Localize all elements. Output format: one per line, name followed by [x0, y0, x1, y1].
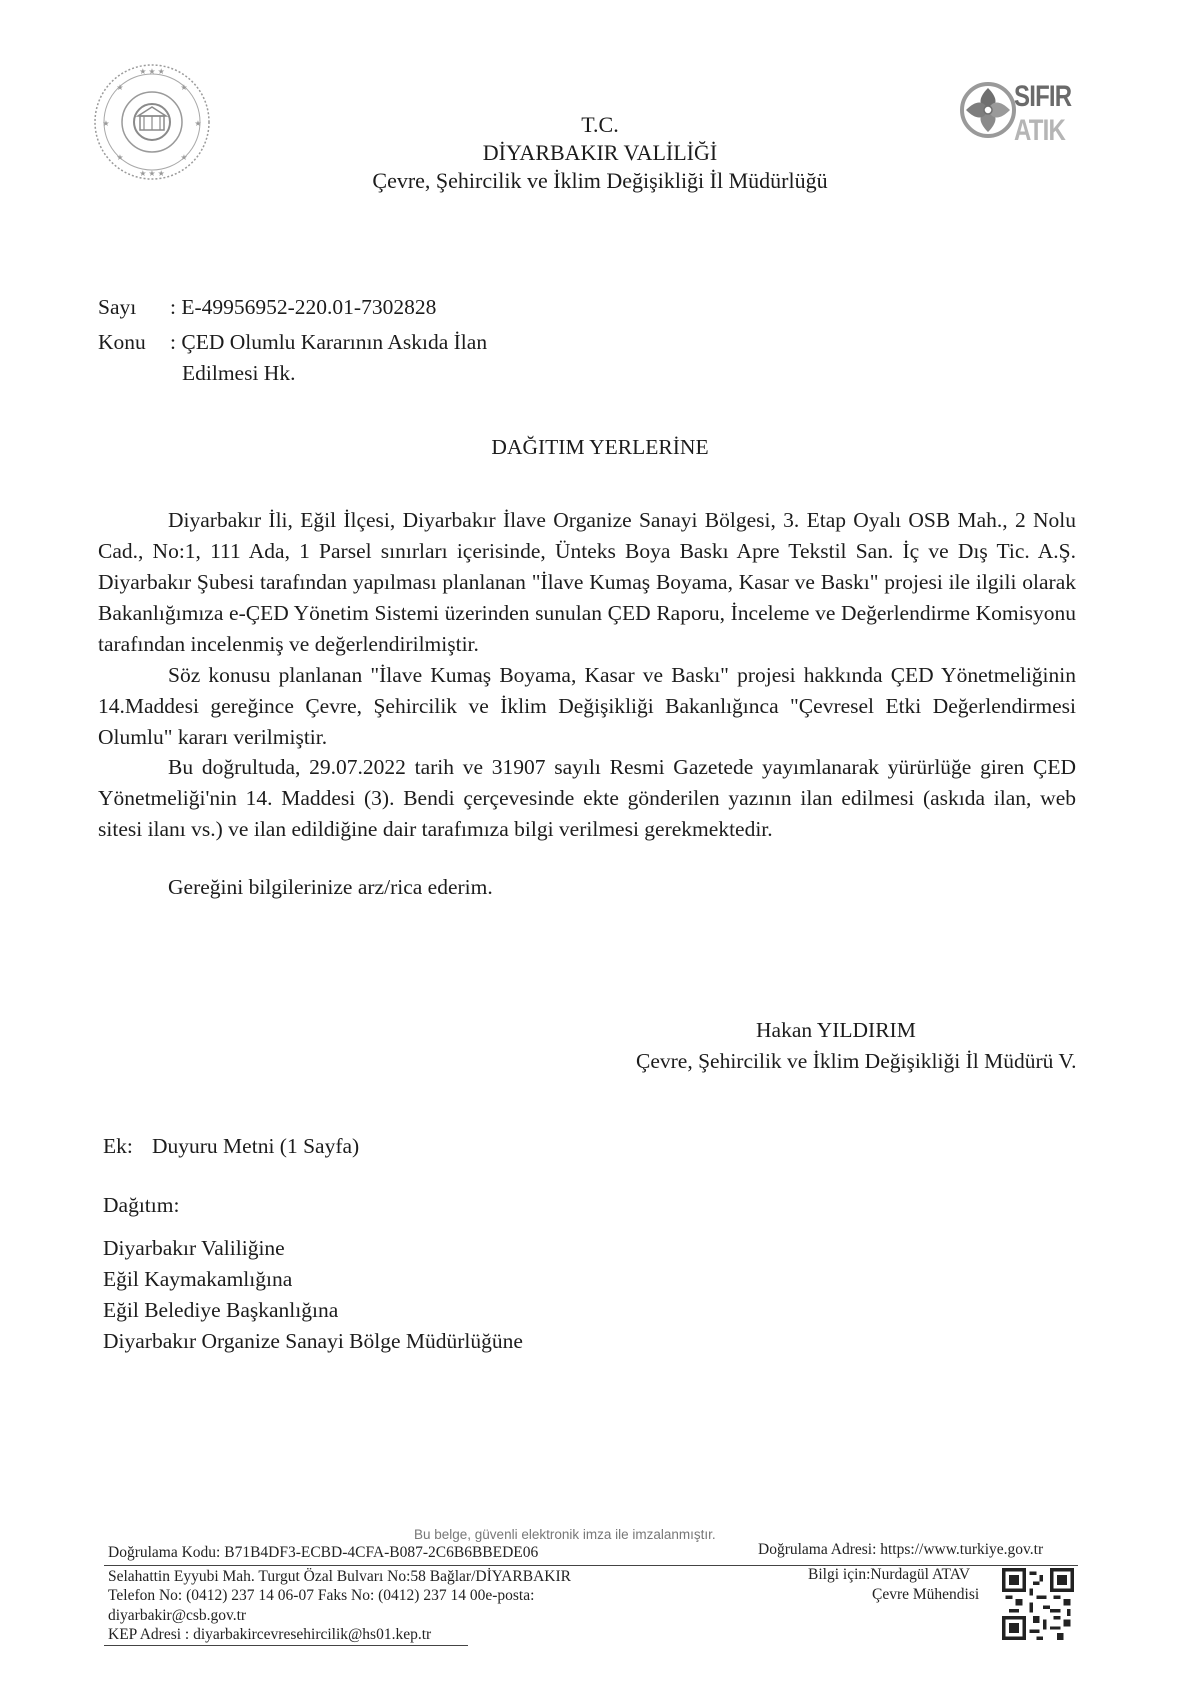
- distribution-item: Diyarbakır Valiliğine: [103, 1236, 285, 1260]
- verification-address: Doğrulama Adresi: https://www.turkiye.gov.tr: [758, 1541, 1044, 1558]
- svg-text:★: ★: [102, 119, 110, 128]
- distribution-item: Eğil Kaymakamlığına: [103, 1267, 293, 1291]
- header-tc: T.C.: [581, 112, 619, 137]
- svg-text:★ ★ ★: ★ ★ ★: [139, 169, 165, 178]
- signer-name: Hakan YILDIRIM: [756, 1018, 916, 1042]
- svg-text:★: ★: [116, 83, 124, 92]
- info-title: Çevre Mühendisi: [872, 1586, 980, 1603]
- signer-title: Çevre, Şehircilik ve İklim Değişikliği İl Müdürü V.: [636, 1049, 1077, 1073]
- esign-note: Bu belge, güvenli elektronik imza ile imzalanmıştır.: [414, 1527, 716, 1542]
- footer-address-line2: Telefon No: (0412) 237 14 06-07 Faks No: (0412) 237 14 00e-posta:: [108, 1587, 535, 1604]
- closing-sentence: Gereğini bilgilerinize arz/rica ederim.: [168, 875, 493, 899]
- info-contact: Bilgi için:Nurdagül ATAV: [808, 1566, 971, 1583]
- body-paragraph-1: Diyarbakır İli, Eğil İlçesi, Diyarbakır İlave Organize Sanayi Bölgesi, 3. Etap Oyalı OSB Mah., 2 Nolu Cad., No:1, 111 Ada, 1 Parsel sınırları içerisinde, Ünteks Boya Baskı Apre Tekstil San. İç ve Dış Tic. A.Ş. Diyarbakır Şubesi tarafından yapılması planlanan "İlave Kumaş Boyama, Kasar ve Baskı" projesi ile ilgili olarak Bakanlığımıza e-ÇED Yönetim Sistemi üzerinden sunulan ÇED Raporu, İnceleme ve Değerlendirme Komisyonu tarafından incelenmiş ve değerlendirilmiştir.: [98, 508, 1076, 656]
- sayi-label: Sayı: [98, 295, 137, 319]
- footer-email: diyarbakir@csb.gov.tr: [108, 1607, 247, 1624]
- svg-text:★: ★: [180, 153, 188, 162]
- svg-text:★: ★: [194, 119, 202, 128]
- atik-word: ATIK: [1014, 114, 1066, 147]
- svg-text:★ ★ ★: ★ ★ ★: [139, 67, 165, 76]
- attachment-value: Duyuru Metni (1 Sayfa): [152, 1134, 360, 1158]
- konu-value-line1: : ÇED Olumlu Kararının Askıda İlan: [170, 330, 488, 354]
- header-valilik: DİYARBAKIR VALİLİĞİ: [482, 140, 718, 165]
- sifir-word: SIFIR: [1014, 80, 1072, 113]
- distribution-item: Diyarbakır Organize Sanayi Bölge Müdürlüğüne: [103, 1329, 523, 1353]
- distribution-item: Eğil Belediye Başkanlığına: [103, 1298, 339, 1322]
- footer-address-line1: Selahattin Eyyubi Mah. Turgut Özal Bulvarı No:58 Bağlar/DİYARBAKIR: [108, 1568, 571, 1585]
- svg-text:★: ★: [116, 153, 124, 162]
- body-paragraph-3: Bu doğrultuda, 29.07.2022 tarih ve 31907 sayılı Resmi Gazetede yayımlanarak yürürlüğe giren ÇED Yönetmeliği'nin 14. Maddesi (3). Bendi çerçevesinde ekte gönderilen yazının ilan edilmesi (askıda ilan, web sitesi ilanı vs.) ve ilan edildiğine dair tarafımıza bilgi verilmesi gerekmektedir.: [98, 755, 1076, 841]
- konu-value-line2: Edilmesi Hk.: [182, 361, 296, 385]
- sayi-value: : E-49956952-220.01-7302828: [170, 295, 437, 319]
- addressee: DAĞITIM YERLERİNE: [491, 435, 709, 459]
- distribution-label: Dağıtım:: [103, 1193, 180, 1217]
- attachment-label: Ek:: [103, 1134, 133, 1158]
- verification-code: Doğrulama Kodu: B71B4DF3-ECBD-4CFA-B087-2C6B6BBEDE06: [108, 1544, 539, 1561]
- svg-text:★: ★: [180, 83, 188, 92]
- body-paragraph-2: Söz konusu planlanan "İlave Kumaş Boyama, Kasar ve Baskı" projesi hakkında ÇED Yönetmeliğinin 14.Maddesi gereğince Çevre, Şehircilik ve İklim Değişikliği Bakanlığınca "Çevresel Etki Değerlendirmesi Olumlu" kararı verilmiştir.: [98, 663, 1076, 749]
- footer-kep-underline: [104, 1645, 468, 1646]
- qr-code-icon: [1002, 1568, 1074, 1640]
- header-mudurluk: Çevre, Şehircilik ve İklim Değişikliği İl Müdürlüğü: [372, 168, 828, 193]
- konu-label: Konu: [98, 330, 146, 354]
- footer-kep: KEP Adresi : diyarbakircevresehircilik@hs01.kep.tr: [108, 1626, 432, 1643]
